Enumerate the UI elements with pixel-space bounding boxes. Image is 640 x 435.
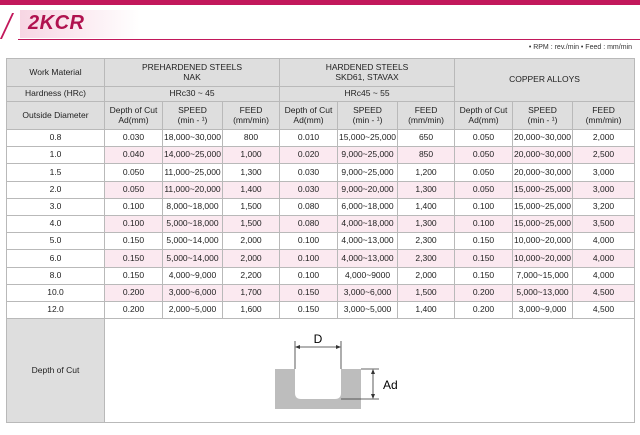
speed-cell: 2,000~5,000	[163, 301, 223, 318]
group-header-line2: NAK	[183, 71, 201, 82]
group-header-line2: SKD61, STAVAX	[335, 71, 399, 82]
feed-cell: 1,200	[398, 164, 455, 181]
depth-cell: 0.100	[105, 198, 163, 215]
feed-cell: 3,500	[573, 215, 635, 232]
feed-cell: 2,000	[398, 267, 455, 284]
depth-cell: 0.050	[105, 164, 163, 181]
speed-cell: 20,000~30,000	[513, 130, 573, 147]
d-label: D	[313, 333, 323, 347]
table-row	[7, 215, 635, 232]
feed-cell: 2,000	[573, 130, 635, 147]
feed-cell: 800	[223, 130, 280, 147]
feed-cell: 2,300	[398, 233, 455, 250]
feed-cell: 1,300	[398, 215, 455, 232]
depth-col-header: Depth of Cut Ad(mm)	[280, 102, 338, 130]
table-row	[7, 164, 635, 181]
group-header-copper	[455, 59, 635, 102]
table-body	[7, 130, 635, 319]
feed-cell: 1,400	[223, 181, 280, 198]
speed-cell: 5,000~13,000	[513, 284, 573, 301]
table-row	[7, 250, 635, 267]
speed-cell: 11,000~25,000	[163, 164, 223, 181]
depth-cell: 0.100	[280, 267, 338, 284]
units-note: • RPM : rev./min • Feed : mm/min	[528, 44, 632, 51]
cutting-conditions-table	[6, 58, 635, 423]
speed-cell: 15,000~25,000	[513, 215, 573, 232]
feed-cell: 4,000	[573, 267, 635, 284]
feed-cell: 1,500	[398, 284, 455, 301]
depth-cell: 0.080	[280, 215, 338, 232]
speed-cell: 20,000~30,000	[513, 147, 573, 164]
feed-cell: 2,000	[223, 250, 280, 267]
d-arrow-right	[336, 345, 341, 349]
table-row	[7, 198, 635, 215]
group-header-prehardened	[105, 59, 280, 87]
feed-cell: 850	[398, 147, 455, 164]
outside-diameter-cell: 6.0	[7, 250, 105, 267]
depth-cell: 0.100	[280, 250, 338, 267]
speed-cell: 4,000~9,000	[163, 267, 223, 284]
hardness-header: Hardness (HRc)	[7, 87, 105, 102]
speed-cell: 8,000~18,000	[163, 198, 223, 215]
workpiece-shape	[275, 369, 361, 409]
work-material-header: Work Material	[7, 59, 105, 87]
depth-cell: 0.100	[455, 198, 513, 215]
speed-col-header: SPEED (min - ¹)	[338, 102, 398, 130]
feed-cell: 2,200	[223, 267, 280, 284]
feed-cell: 4,000	[573, 233, 635, 250]
outside-diameter-header: Outside Diameter	[7, 102, 105, 130]
depth-col-header: Depth of Cut Ad(mm)	[455, 102, 513, 130]
depth-cell: 0.150	[105, 267, 163, 284]
depth-cell: 0.050	[455, 181, 513, 198]
depth-cell: 0.050	[105, 181, 163, 198]
table-row	[7, 284, 635, 301]
table-row	[7, 267, 635, 284]
table-row	[7, 181, 635, 198]
table-row	[7, 233, 635, 250]
group-header-line1: COPPER ALLOYS	[509, 74, 580, 85]
depth-cell: 0.100	[455, 215, 513, 232]
ad-label: Ad	[383, 378, 398, 393]
speed-cell: 15,000~25,000	[338, 130, 398, 147]
feed-cell: 1,700	[223, 284, 280, 301]
depth-cell: 0.100	[105, 215, 163, 232]
feed-cell: 2,300	[398, 250, 455, 267]
feed-cell: 1,400	[398, 198, 455, 215]
outside-diameter-cell: 10.0	[7, 284, 105, 301]
d-arrow-left	[295, 345, 300, 349]
outside-diameter-cell: 2.0	[7, 181, 105, 198]
depth-cell: 0.020	[280, 147, 338, 164]
depth-cell: 0.050	[455, 164, 513, 181]
speed-cell: 14,000~25,000	[163, 147, 223, 164]
feed-cell: 3,000	[573, 164, 635, 181]
depth-cell: 0.200	[105, 284, 163, 301]
depth-cell: 0.050	[455, 147, 513, 164]
depth-cell: 0.080	[280, 198, 338, 215]
hardness-hardened: HRc45 ~ 55	[280, 87, 455, 102]
outside-diameter-cell: 5.0	[7, 233, 105, 250]
speed-cell: 3,000~5,000	[338, 301, 398, 318]
feed-cell: 3,200	[573, 198, 635, 215]
speed-cell: 15,000~25,000	[513, 181, 573, 198]
speed-cell: 11,000~20,000	[163, 181, 223, 198]
speed-cell: 3,000~6,000	[163, 284, 223, 301]
hardness-prehardened: HRc30 ~ 45	[105, 87, 280, 102]
outside-diameter-cell: 0.8	[7, 130, 105, 147]
depth-cell: 0.200	[455, 301, 513, 318]
diagram-label: Depth of Cut	[7, 319, 105, 423]
feed-cell: 2,500	[573, 147, 635, 164]
speed-cell: 9,000~25,000	[338, 147, 398, 164]
page-title: 2KCR	[28, 12, 85, 34]
outside-diameter-cell: 8.0	[7, 267, 105, 284]
depth-of-cut-diagram-row	[7, 319, 635, 423]
speed-cell: 10,000~20,000	[513, 233, 573, 250]
speed-cell: 15,000~25,000	[513, 198, 573, 215]
group-header-line1: HARDENED STEELS	[325, 61, 409, 72]
feed-cell: 1,500	[223, 198, 280, 215]
feed-cell: 1,300	[223, 164, 280, 181]
feed-col-header: FEED (mm/min)	[398, 102, 455, 130]
speed-cell: 5,000~14,000	[163, 233, 223, 250]
speed-cell: 4,000~9000	[338, 267, 398, 284]
speed-cell: 3,000~6,000	[338, 284, 398, 301]
depth-cell: 0.030	[105, 130, 163, 147]
depth-cell: 0.150	[105, 250, 163, 267]
feed-cell: 4,500	[573, 301, 635, 318]
speed-cell: 20,000~30,000	[513, 164, 573, 181]
speed-cell: 18,000~30,000	[163, 130, 223, 147]
depth-cell: 0.150	[455, 267, 513, 284]
header-row-material	[7, 59, 635, 87]
feed-cell: 1,400	[398, 301, 455, 318]
speed-cell: 9,000~25,000	[338, 164, 398, 181]
outside-diameter-cell: 1.5	[7, 164, 105, 181]
depth-cell: 0.150	[105, 233, 163, 250]
outside-diameter-cell: 3.0	[7, 198, 105, 215]
feed-cell: 650	[398, 130, 455, 147]
ad-arrow-bottom	[371, 394, 375, 399]
depth-cell: 0.150	[455, 233, 513, 250]
depth-cell: 0.030	[280, 164, 338, 181]
feed-col-header: FEED (mm/min)	[573, 102, 635, 130]
speed-cell: 5,000~14,000	[163, 250, 223, 267]
depth-cell: 0.030	[280, 181, 338, 198]
speed-cell: 7,000~15,000	[513, 267, 573, 284]
table-row	[7, 301, 635, 318]
outside-diameter-cell: 12.0	[7, 301, 105, 318]
outside-diameter-cell: 1.0	[7, 147, 105, 164]
group-header-hardened	[280, 59, 455, 87]
speed-cell: 4,000~13,000	[338, 233, 398, 250]
feed-cell: 2,000	[223, 233, 280, 250]
header-row-columns	[7, 102, 635, 130]
speed-col-header: SPEED (min - ¹)	[513, 102, 573, 130]
table-row	[7, 147, 635, 164]
feed-cell: 4,000	[573, 250, 635, 267]
ad-arrow-top	[371, 369, 375, 374]
depth-cell: 0.150	[455, 250, 513, 267]
speed-cell: 9,000~20,000	[338, 181, 398, 198]
feed-col-header: FEED (mm/min)	[223, 102, 280, 130]
depth-cell: 0.150	[280, 284, 338, 301]
feed-cell: 3,000	[573, 181, 635, 198]
depth-cell: 0.010	[280, 130, 338, 147]
feed-cell: 1,000	[223, 147, 280, 164]
feed-cell: 4,500	[573, 284, 635, 301]
speed-cell: 5,000~18,000	[163, 215, 223, 232]
title-banner	[0, 5, 640, 35]
feed-cell: 1,600	[223, 301, 280, 318]
speed-cell: 4,000~18,000	[338, 215, 398, 232]
depth-cell: 0.040	[105, 147, 163, 164]
speed-cell: 4,000~13,000	[338, 250, 398, 267]
feed-cell: 1,500	[223, 215, 280, 232]
speed-col-header: SPEED (min - ¹)	[163, 102, 223, 130]
depth-of-cut-diagram	[275, 333, 465, 413]
depth-cell: 0.200	[455, 284, 513, 301]
feed-cell: 1,300	[398, 181, 455, 198]
depth-col-header: Depth of Cut Ad(mm)	[105, 102, 163, 130]
depth-cell: 0.100	[280, 233, 338, 250]
outside-diameter-cell: 4.0	[7, 215, 105, 232]
depth-cell: 0.050	[455, 130, 513, 147]
title-underline	[18, 39, 640, 40]
table-row	[7, 130, 635, 147]
group-header-line1: PREHARDENED STEELS	[141, 61, 243, 72]
diagram-cell	[105, 319, 635, 423]
speed-cell: 3,000~9,000	[513, 301, 573, 318]
depth-cell: 0.150	[280, 301, 338, 318]
speed-cell: 6,000~18,000	[338, 198, 398, 215]
depth-cell: 0.200	[105, 301, 163, 318]
speed-cell: 10,000~20,000	[513, 250, 573, 267]
